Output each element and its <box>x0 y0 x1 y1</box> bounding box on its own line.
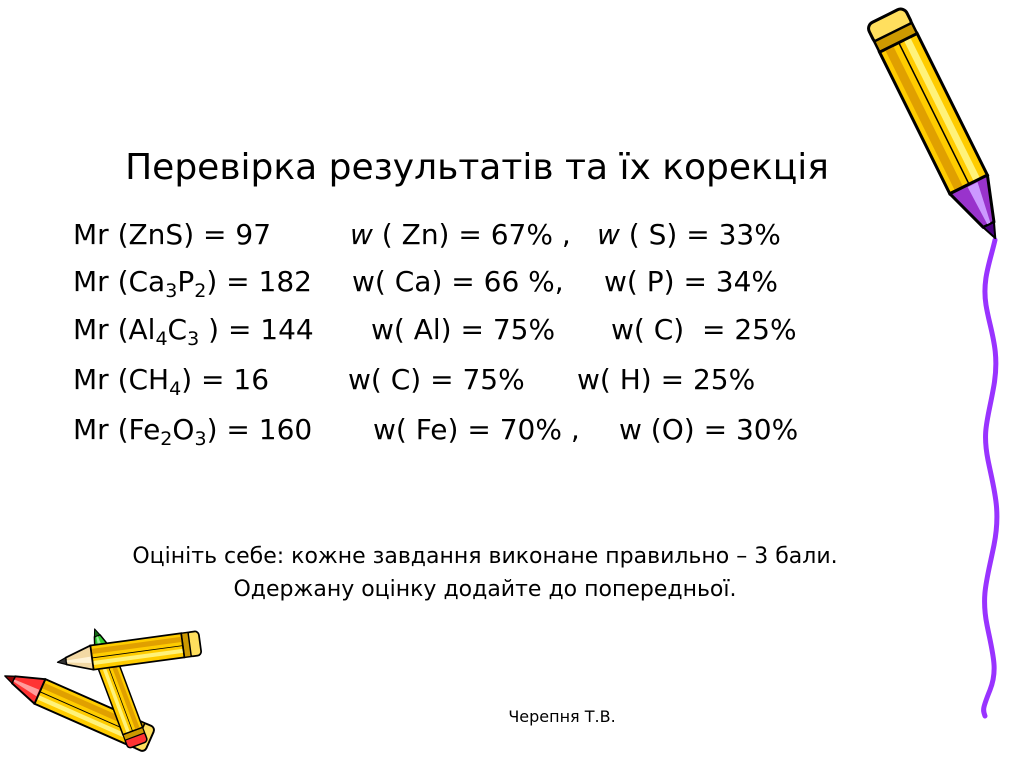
pencil-icon <box>866 7 1014 248</box>
mass-fraction <box>577 362 755 398</box>
formula-subscript: 2 <box>160 428 173 451</box>
formula-subscript: 2 <box>194 280 207 303</box>
mass-fraction <box>604 264 778 300</box>
mass-fraction-symbol: w <box>348 363 371 396</box>
red-crayon-icon <box>0 664 155 753</box>
formula-text: Mr (Ca <box>73 265 166 298</box>
mass-fraction-symbol: w <box>604 265 627 298</box>
mass-fraction <box>619 412 798 448</box>
author-credit: Черепня Т.В. <box>508 707 616 726</box>
formula-subscript: 4 <box>155 328 168 351</box>
result-row <box>0 264 1024 303</box>
mass-fraction-text: ( Fe) = 70% , <box>395 413 580 446</box>
formula-text: Mr (Al <box>73 313 156 346</box>
mass-fraction <box>611 312 797 348</box>
molar-mass <box>73 312 314 351</box>
formula-text: C <box>167 313 188 346</box>
mass-fraction-symbol: w <box>619 413 642 446</box>
mass-fraction-text: ( S) = 33% <box>619 218 781 251</box>
mass-fraction-text: ( C) = 75% <box>370 363 525 396</box>
mass-fraction-symbol: w <box>611 313 634 346</box>
formula-subscript: 3 <box>165 280 178 303</box>
slide-title: Перевірка результатів та їх корекція <box>125 147 829 188</box>
molar-mass <box>73 412 312 451</box>
mass-fraction-text: ( P) = 34% <box>626 265 779 298</box>
mass-fraction-text: ( H) = 25% <box>599 363 756 396</box>
instruction-line: Оцініть себе: кожне завдання виконане правильно – 3 бали. <box>132 544 838 569</box>
mass-fraction <box>350 217 571 253</box>
green-crayon-icon <box>85 625 148 749</box>
result-row <box>0 412 1024 451</box>
result-row <box>0 312 1024 351</box>
mass-fraction <box>373 412 580 448</box>
formula-text: ) = 182 <box>206 265 312 298</box>
formula-text: Mr (Fe <box>73 413 161 446</box>
instruction-line: Одержану оцінку додайте до попередньої. <box>233 577 737 602</box>
mass-fraction-symbol: w <box>373 413 396 446</box>
mass-fraction-symbol: w <box>597 218 620 251</box>
mass-fraction-symbol: w <box>577 363 600 396</box>
self-assessment-note <box>60 540 910 606</box>
yellow-pencil-icon <box>56 631 202 674</box>
mass-fraction-symbol: w <box>350 218 373 251</box>
formula-subscript: 3 <box>194 428 207 451</box>
mass-fraction-text: ( Al) = 75% <box>393 313 556 346</box>
mass-fraction-symbol: w <box>371 313 394 346</box>
formula-text: Mr (ZnS) = 97 <box>73 218 272 251</box>
crayons-icon <box>0 625 202 752</box>
result-row <box>0 217 1024 253</box>
mass-fraction <box>352 264 564 300</box>
formula-text: O <box>172 413 195 446</box>
molar-mass <box>73 362 269 401</box>
molar-mass <box>73 217 271 253</box>
mass-fraction-symbol: w <box>352 265 375 298</box>
mass-fraction-text: (O) = 30% <box>641 413 799 446</box>
formula-text: ) = 160 <box>206 413 313 446</box>
formula-text: P <box>177 265 195 298</box>
formula-text: Mr (CH <box>73 363 170 396</box>
mass-fraction <box>371 312 555 348</box>
mass-fraction <box>597 217 781 253</box>
mass-fraction-text: ( Ca) = 66 %, <box>374 265 564 298</box>
formula-text: ) = 16 <box>181 363 270 396</box>
mass-fraction <box>348 362 525 398</box>
formula-subscript: 3 <box>187 328 200 351</box>
mass-fraction-text: ( Zn) = 67% , <box>372 218 571 251</box>
molar-mass <box>73 264 312 303</box>
formula-subscript: 4 <box>169 378 182 401</box>
mass-fraction-text: ( C) = 25% <box>633 313 797 346</box>
result-row <box>0 362 1024 401</box>
formula-text: ) = 144 <box>199 313 314 346</box>
